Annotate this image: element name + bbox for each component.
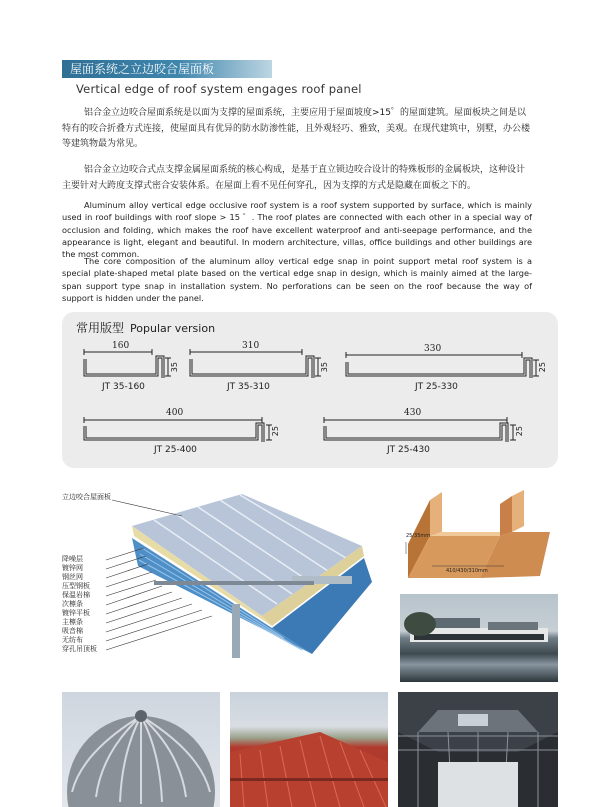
- layer-label-0: 立边咬合屋面板: [62, 493, 111, 501]
- dim-height-35a: 35: [170, 362, 179, 373]
- en-paragraph-2: The core composition of the aluminum alloy vertical edge snap in point support metal roof system is a special plate-shaped metal plate based on the vertical edge snap in design, which is mainly aimed at the large-span support type snap in installation system. No perforations can be seen on the roof because the way of support is hidden under the panel.: [62, 256, 532, 303]
- profile-name-5: JT 25-430: [387, 445, 430, 455]
- red-roof-photo: [230, 692, 388, 807]
- dim-width-310: 310: [242, 341, 260, 351]
- layer-label-5: 保温岩棉: [62, 591, 90, 599]
- layer-label-11: 穿孔吊顶板: [62, 645, 97, 653]
- profile-3d-height: 25/35mm: [406, 533, 431, 539]
- dim-width-400: 400: [166, 408, 184, 418]
- dome-photo: [62, 692, 220, 807]
- profile-jt35-310: [190, 349, 321, 378]
- cn-paragraph-1: 铝合金立边咬合屋面系统是以面为支撑的屋面系统，主要应用于屋面坡度>15゜的屋面建筑。屋面板块之间是以特有的咬合折叠方式连接，使屋面具有优异的防水防渗性能，且外观轻巧、雅致，美观。在现代建筑中，别墅，办公楼等建筑物最为常见。: [62, 108, 531, 149]
- dim-width-330: 330: [424, 344, 442, 354]
- versions-title-en: Popular version: [130, 322, 216, 335]
- profile-jt35-160: [84, 349, 171, 378]
- layer-label-1: 降噪层: [62, 555, 83, 563]
- en-paragraph-1: Aluminum alloy vertical edge occlusive roof system is a roof system supported by surface, which is mainly used in roof buildings with roof slope > 15 ゜. The roof plates are connected with each other in a special way of occlusion and folding, which makes the roof have excellent waterproof and anti-seepage performance, and the appearance is light, elegant and beautiful. In modern architecture, villas, office buildings and other buildings are the most common.: [62, 200, 532, 260]
- versions-title-cn: 常用版型: [76, 321, 125, 335]
- layer-label-2: 镀锌网: [62, 564, 83, 572]
- layer-label-3: 钢丝网: [62, 573, 83, 581]
- layer-label-6: 次檩条: [62, 600, 83, 608]
- profile-3d-diagram: [400, 486, 558, 581]
- profile-jt25-430: [324, 417, 516, 442]
- cn-paragraph-2: 铝合金立边咬合式点支撑金属屋面系统的核心构成，是基于直立锁边咬合设计的特殊板形的金属板块，这种设计主要针对大跨度支撑式密合安装体系。在屋面上看不见任何穿孔，因为支撑的方式是隐藏在面板之下的。: [62, 165, 526, 191]
- profile-name-3: JT 25-330: [415, 382, 458, 392]
- popular-versions-panel: [62, 312, 558, 468]
- courtyard-photo: [398, 692, 558, 807]
- dim-width-430: 430: [404, 408, 422, 418]
- dim-width-160: 160: [112, 341, 130, 351]
- layer-label-4: 压型钢板: [62, 582, 90, 590]
- layer-labels: [62, 555, 97, 654]
- profile-name-1: JT 35-160: [102, 382, 145, 392]
- dim-height-25a: 25: [538, 362, 547, 373]
- section-subtitle: Vertical edge of roof system engages roof panel: [76, 82, 362, 96]
- profile-jt25-330: [346, 352, 539, 378]
- profile-jt25-400: [84, 417, 272, 442]
- villa-photo: [400, 594, 558, 682]
- layer-label-7: 镀锌平板: [62, 609, 90, 617]
- section-title: 屋面系统之立边咬合屋面板: [62, 60, 272, 78]
- roof-layer-diagram: [62, 486, 378, 668]
- layer-label-9: 吸音棉: [62, 627, 83, 635]
- dim-height-35b: 35: [320, 362, 329, 373]
- dim-height-25c: 25: [515, 426, 524, 437]
- profile-name-4: JT 25-400: [154, 445, 197, 455]
- profile-name-2: JT 35-310: [227, 382, 270, 392]
- profile-3d-width: 410/430/310mm: [446, 568, 488, 574]
- dim-height-25b: 25: [271, 426, 280, 437]
- layer-label-8: 主檩条: [62, 618, 83, 626]
- layer-label-10: 无纺布: [62, 636, 83, 644]
